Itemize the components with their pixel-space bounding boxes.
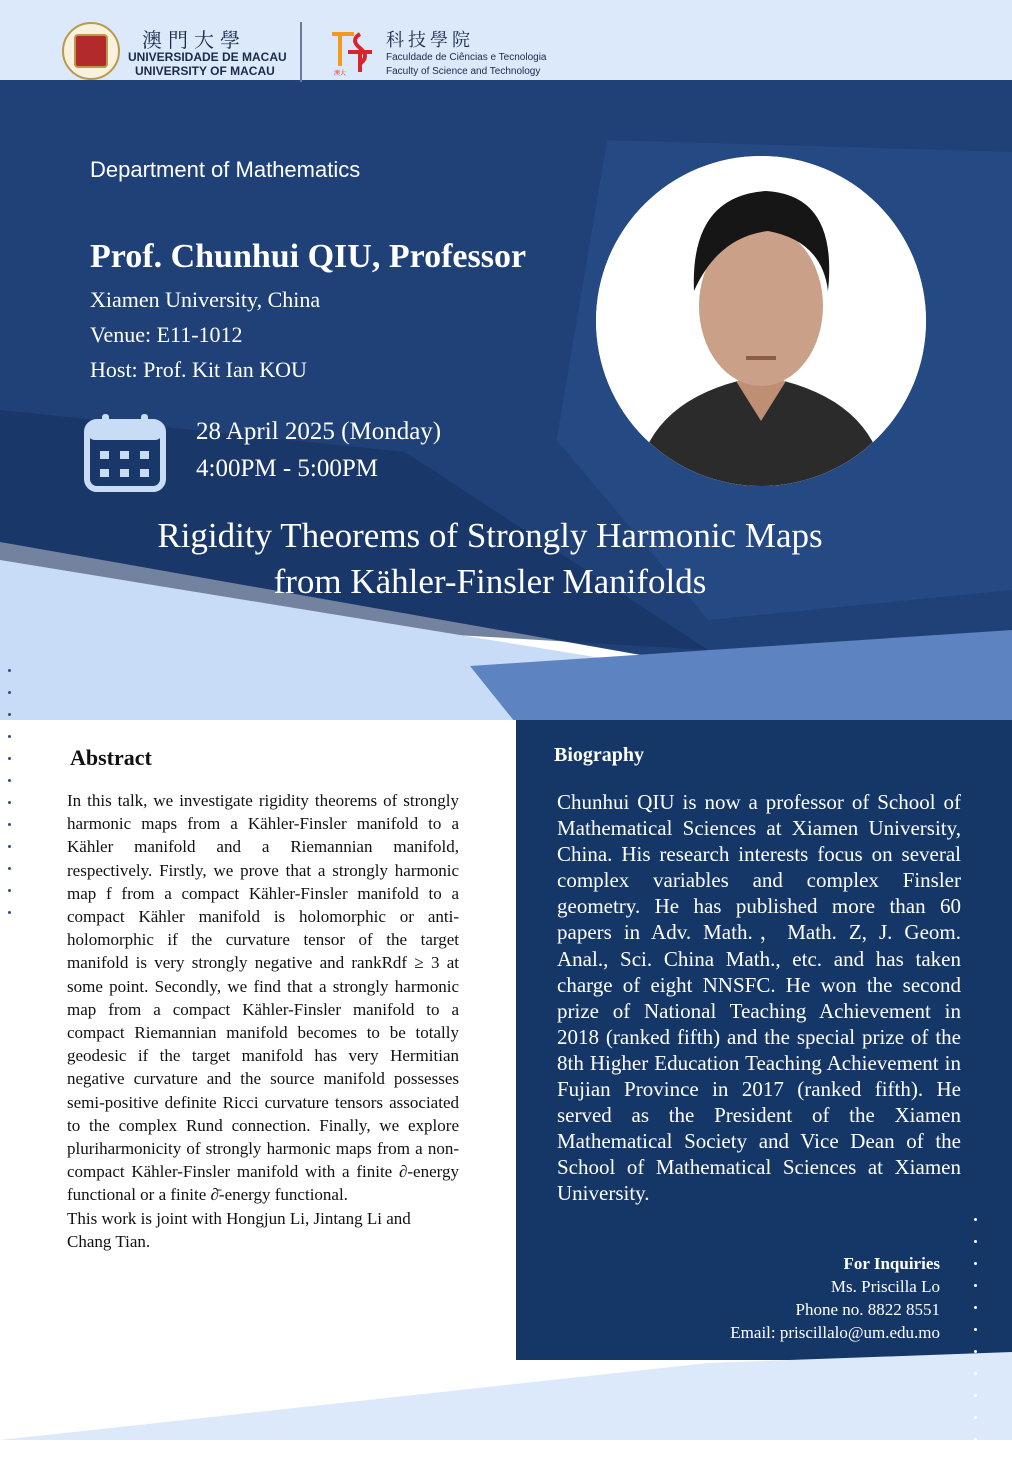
event-time: 4:00PM - 5:00PM	[196, 455, 378, 482]
seal-shield-icon	[74, 34, 108, 68]
inquiries-block	[660, 1252, 940, 1344]
fst-name-english: Faculty of Science and Technology	[386, 66, 541, 77]
speaker-name: Prof. Chunhui QIU, Professor	[90, 238, 527, 275]
inquiries-heading: For Inquiries	[843, 1254, 940, 1273]
abstract-heading: Abstract	[70, 745, 152, 770]
event-date: 28 April 2025 (Monday)	[196, 418, 442, 445]
contact-email[interactable]: Email: priscillalo@um.edu.mo	[730, 1323, 940, 1342]
fst-name-chinese: 科技學院	[386, 30, 474, 51]
biography-heading: Biography	[554, 744, 645, 766]
fst-logo-icon	[330, 28, 374, 76]
um-name-chinese: 澳門大學	[142, 28, 246, 52]
calendar-icon	[84, 414, 166, 492]
abstract-closing: This work is joint with Hongjun Li, Jintang Li and Chang Tian.	[67, 1208, 411, 1251]
contact-phone: Phone no. 8822 8551	[795, 1300, 940, 1319]
fst-name-portuguese: Faculdade de Ciências e Tecnologia	[386, 52, 547, 63]
speaker-photo	[596, 156, 926, 486]
biography-text: Chunhui QIU is now a professor of School of Mathematical Sciences at Xiamen University, China. His research interests focus on several complex variables and complex Finsler geometry. He has published more than 60 papers in Adv. Math.，Math. Z, J. Geom. Anal., Sci. China Math., etc. and has taken charge of eight NNSFC. He won the second prize of National Teaching Achievement in 2018 (ranked fifth) and the special prize of the 8th Higher Education Teaching Achievement in Fujian Province in 2017 (ranked fifth). He served as the President of the Xiamen Mathematical Society and Vice Dean of the School of Mathematical Sciences at Xiamen University.	[557, 790, 961, 1206]
um-name-portuguese: UNIVERSIDADE DE MACAU	[128, 50, 287, 64]
abstract-text: In this talk, we investigate rigidity theorems of strongly harmonic maps from a Kähler-Finsler manifold to a Kähler manifold and a Riemannian manifold, respectively. Firstly, we prove that a strongly harmonic map f from a compact Kähler-Finsler manifold to a compact Kähler manifold is holomorphic or anti-holomorphic if the curvature tensor of the target manifold is very strongly negative and rankRdf ≥ 3 at some point. Secondly, we find that a strongly harmonic map from a compact Kähler-Finsler manifold to a compact Riemannian manifold becomes to be totally geodesic if the target manifold has very Hermitian negative curvature and the source manifold possesses semi-positive definite Ricci curvature tensors associated to the complex Rund connection. Finally, we explore pluriharmonicity of strongly harmonic maps from a non-compact Kähler-Finsler manifold with a finite ∂-energy functional or a finite ∂̄-energy functional.	[67, 791, 459, 1205]
talk-title-line2: from Kähler-Finsler Manifolds	[273, 562, 707, 601]
speaker-portrait-image	[596, 156, 926, 486]
talk-title-line1: Rigidity Theorems of Strongly Harmonic Maps	[157, 516, 823, 555]
decorative-dots-left	[8, 669, 40, 933]
um-name-english: UNIVERSITY OF MACAU	[135, 64, 275, 78]
university-seal-icon	[62, 22, 120, 80]
logo-divider	[300, 22, 302, 82]
talk-title	[60, 513, 920, 605]
host-label: Host: Prof. Kit Ian KOU	[90, 357, 307, 382]
contact-name: Ms. Priscilla Lo	[830, 1277, 940, 1296]
speaker-affiliation: Xiamen University, China	[90, 287, 321, 312]
decorative-dots-right	[974, 1218, 1006, 1482]
venue-label: Venue: E11-1012	[90, 322, 243, 347]
department-label: Department of Mathematics	[90, 157, 361, 182]
svg-text:澳大: 澳大	[334, 70, 347, 76]
abstract-body	[67, 789, 459, 1253]
